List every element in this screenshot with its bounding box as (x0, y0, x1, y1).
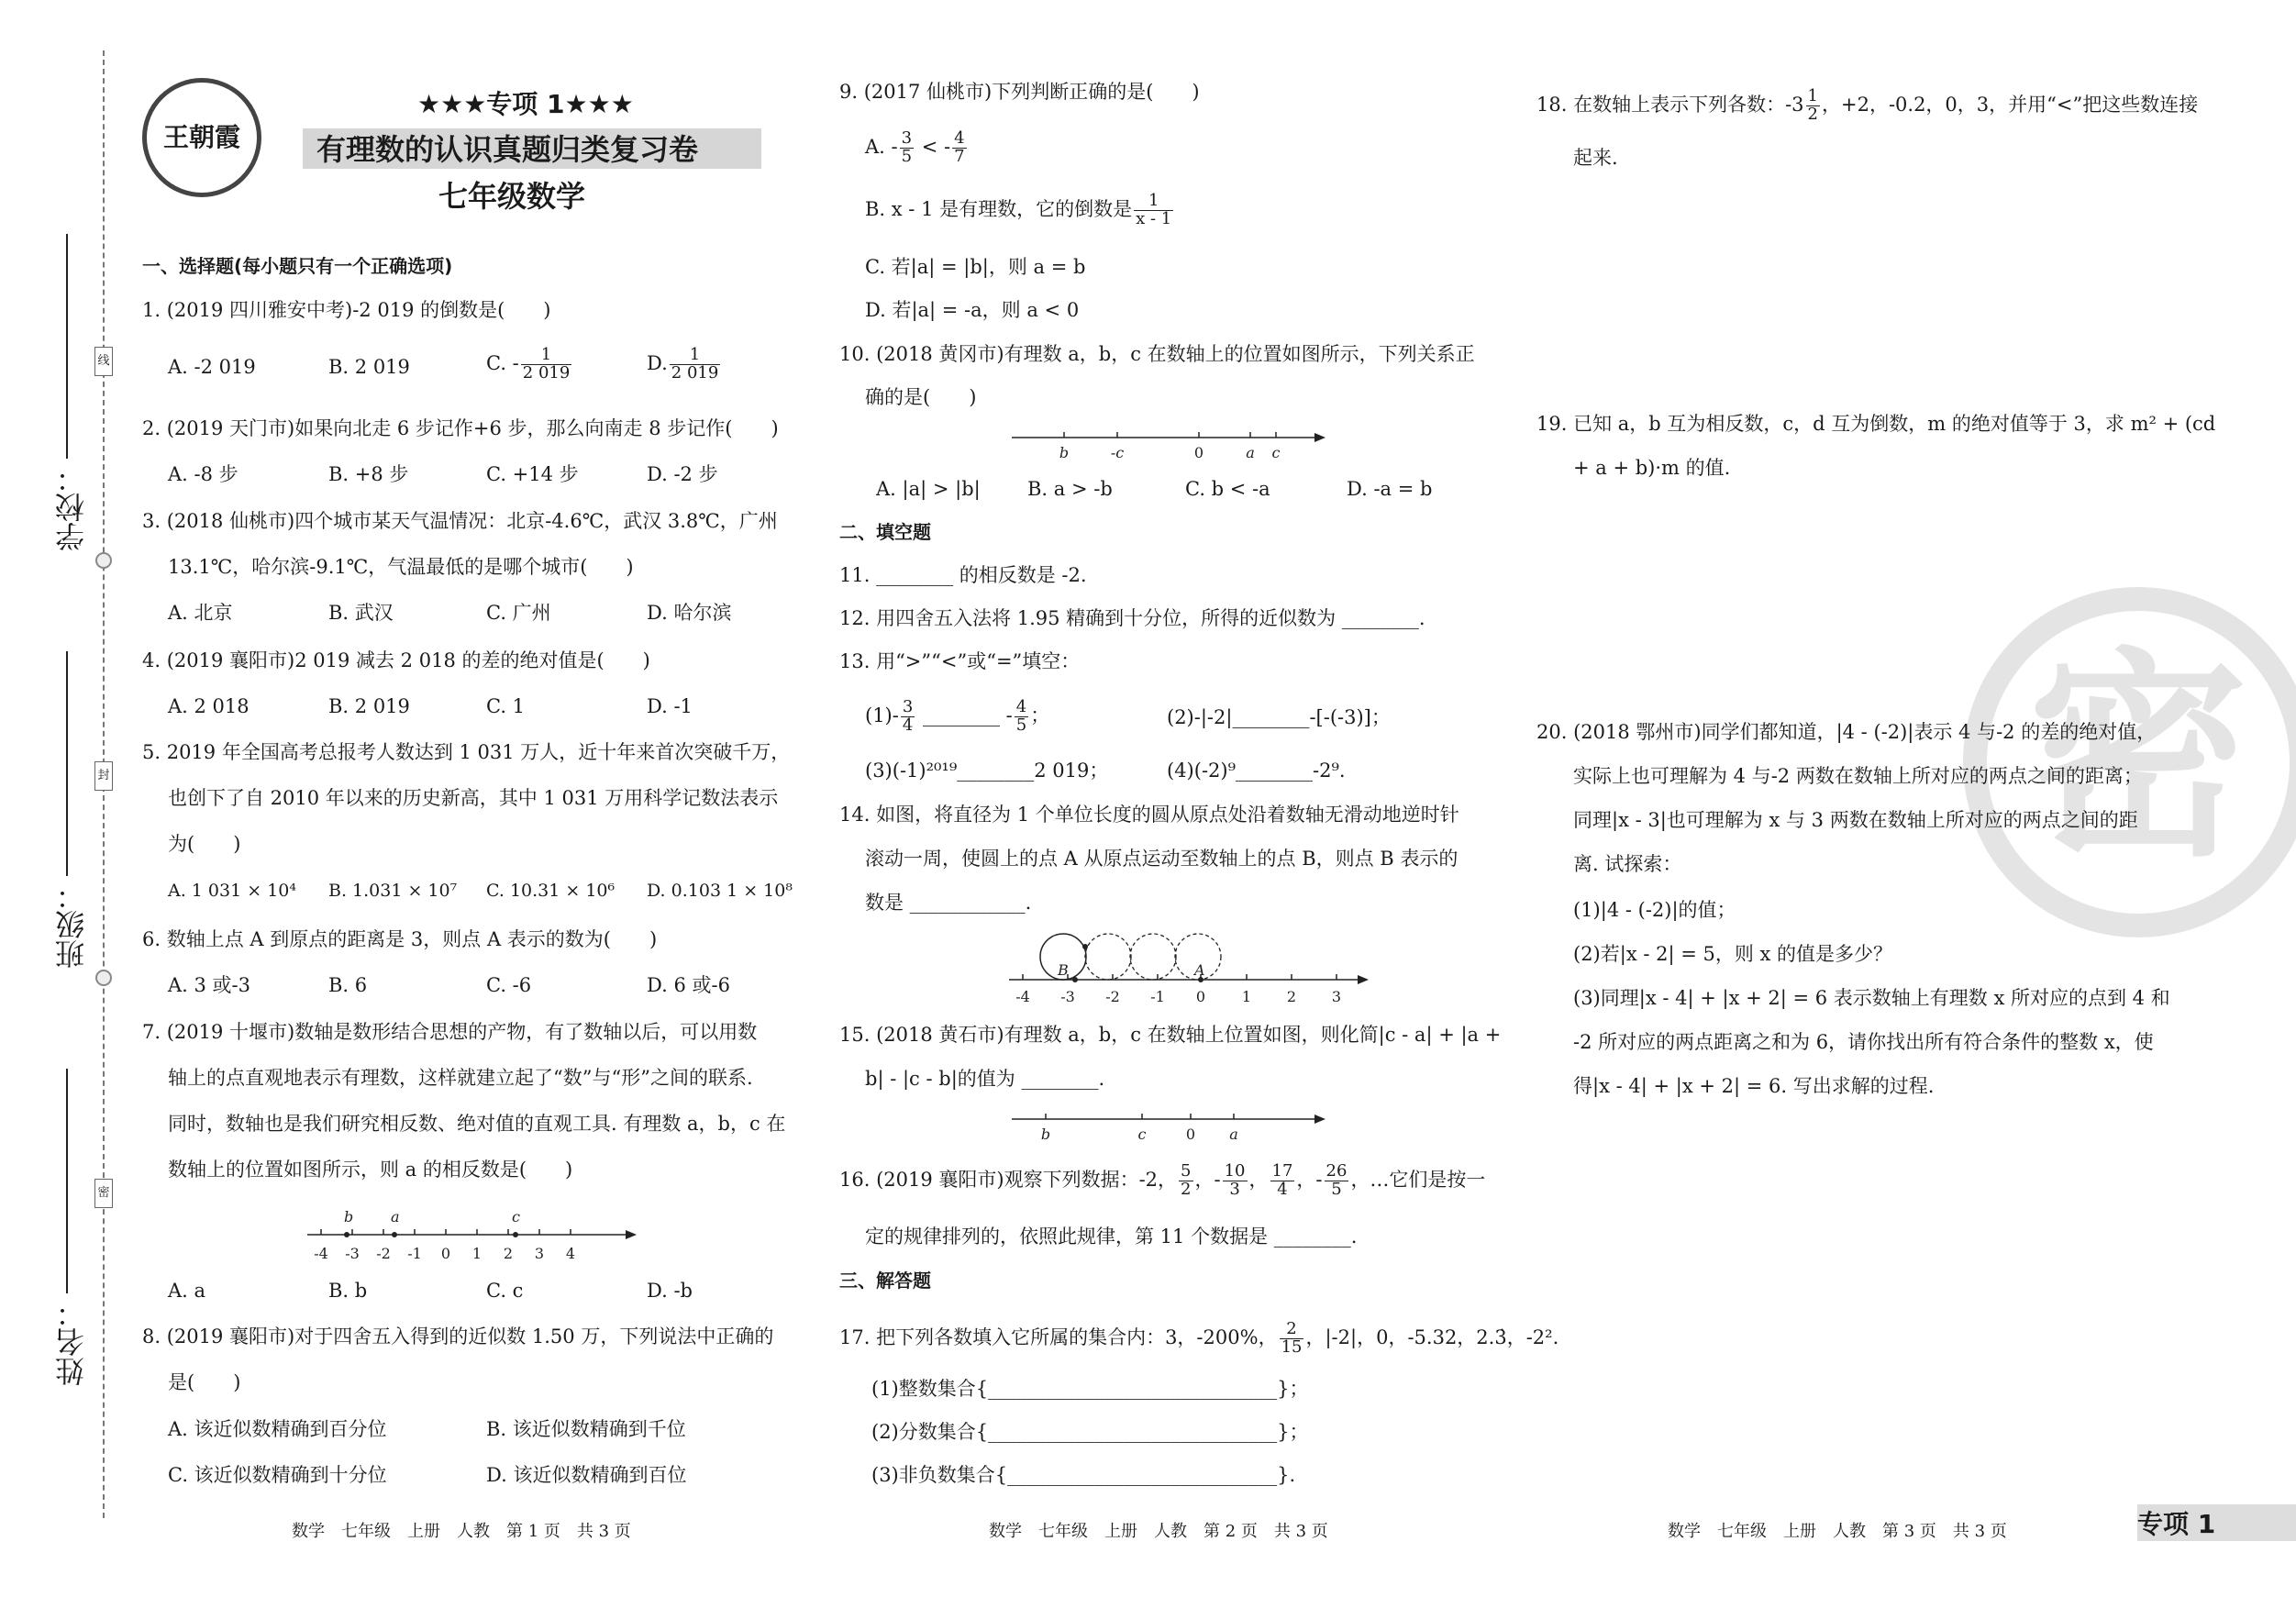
topic-badge: ★★★专项 1★★★ (417, 89, 634, 119)
q17-fraction-set[interactable]: (2)分数集合{______________________________}； (871, 1421, 1309, 1443)
page-subtitle: 七年级数学 (438, 179, 586, 214)
q9-option-d[interactable]: D. 若|a| = -a，则 a < 0 (865, 299, 1080, 321)
q2-option-b[interactable]: B. +8 步 (328, 463, 409, 485)
question-9: 9. (2017 仙桃市)下列判断正确的是( ) (839, 81, 1200, 103)
question-19-line1: 19. 已知 a，b 互为相反数，c，d 互为倒数，m 的绝对值等于 3，求 m² + (cd (1536, 413, 2216, 435)
q14-tick-label: 1 (1241, 988, 1252, 1005)
q15-point-b: b (1040, 1126, 1051, 1143)
q17-integer-set[interactable]: (1)整数集合{______________________________}； (871, 1378, 1309, 1400)
q7-tick-label: 4 (565, 1245, 576, 1262)
q14-tick-label: -4 (1015, 988, 1030, 1005)
q9-option-c[interactable]: C. 若|a| = |b|，则 a = b (865, 256, 1086, 278)
q7-option-a[interactable]: A. a (168, 1280, 206, 1302)
q7-tick-label: -1 (407, 1245, 422, 1262)
question-2: 2. (2019 天门市)如果向北走 6 步记作+6 步，那么向南走 8 步记作( ) (142, 417, 779, 439)
q1-option-b[interactable]: B. 2 019 (328, 356, 410, 378)
question-4: 4. (2019 襄阳市)2 019 减去 2 018 的差的绝对值是( ) (142, 649, 650, 671)
q15-number-line (1004, 1099, 1335, 1145)
section-heading-fill: 二、填空题 (839, 521, 931, 543)
binding-hole-icon (95, 970, 112, 986)
question-6: 6. 数轴上点 A 到原点的距离是 3，则点 A 表示的数为( ) (142, 928, 658, 950)
q14-point-a: A (1194, 961, 1205, 979)
question-12: 12. 用四舍五入法将 1.95 精确到十分位，所得的近似数为 ________. (839, 607, 1425, 629)
q2-option-a[interactable]: A. -8 步 (168, 463, 238, 485)
q3-option-c[interactable]: C. 广州 (486, 602, 551, 624)
question-20-line3: 同理|x - 3|也可理解为 x 与 3 两数在数轴上所对应的两点之间的距 (1573, 809, 2138, 831)
question-3-line2: 13.1℃，哈尔滨-9.1℃，气温最低的是哪个城市( ) (168, 556, 634, 578)
q4-option-c[interactable]: C. 1 (486, 695, 526, 717)
q7-point-c: c (512, 1208, 520, 1225)
q5-option-c[interactable]: C. 10.31 × 10⁶ (486, 881, 616, 901)
section-heading-solve: 三、解答题 (839, 1270, 931, 1292)
q20-part-3-line1: (3)同理|x - 4| + |x + 2| = 6 表示数轴上有理数 x 所对应的点到 4 和 (1573, 987, 2170, 1009)
q15-point-a: a (1229, 1126, 1238, 1143)
question-7-line2: 轴上的点直观地表示有理数，这样就建立起了“数”与“形”之间的联系. (168, 1067, 753, 1089)
q4-option-d[interactable]: D. -1 (647, 695, 693, 717)
question-5-line1: 5. 2019 年全国高考总报考人数达到 1 031 万人，近十年来首次突破千万， (142, 741, 791, 763)
question-19-line2: + a + b)·m 的值. (1573, 457, 1731, 479)
class-label: 班级： (54, 881, 89, 969)
seal-mark-secret: 密 (94, 1179, 113, 1208)
q15-point-c: c (1137, 1126, 1147, 1143)
seal-mark-seal: 封 (94, 761, 113, 791)
question-5-line2: 也创下了自 2010 年以来的历史新高，其中 1 031 万用科学记数法表示 (168, 787, 779, 809)
q10-option-b[interactable]: B. a > -b (1027, 478, 1113, 500)
q2-option-d[interactable]: D. -2 步 (647, 463, 718, 485)
question-18-line2: 起来. (1573, 147, 1618, 169)
q6-option-d[interactable]: D. 6 或-6 (647, 974, 730, 996)
q6-option-c[interactable]: C. -6 (486, 974, 532, 996)
q14-tick-label: 2 (1286, 988, 1297, 1005)
q7-tick-label: 0 (440, 1245, 451, 1262)
q2-option-c[interactable]: C. +14 步 (486, 463, 579, 485)
q7-option-d[interactable]: D. -b (647, 1280, 693, 1302)
q1-option-c[interactable]: C. - $\frac{1}{2 019}$ (486, 345, 571, 383)
q10-point-neg-c: -c (1110, 444, 1125, 461)
page-title: 有理数的认识真题归类复习卷 (316, 132, 699, 167)
name-input-line[interactable] (66, 1069, 68, 1293)
q8-option-d[interactable]: D. 该近似数精确到百位 (486, 1464, 687, 1486)
page-footer-3: 数学 七年级 上册 人教 第 3 页 共 3 页 (1668, 1522, 2007, 1541)
corner-topic-label: 专项 1 (2137, 1509, 2216, 1539)
q5-option-b[interactable]: B. 1.031 × 10⁷ (328, 881, 458, 901)
question-10-line1: 10. (2018 黄冈市)有理数 a，b，c 在数轴上的位置如图所示，下列关系正 (839, 343, 1475, 365)
q1-option-a[interactable]: A. -2 019 (168, 356, 256, 378)
q13-part-2: (2)-|-2|________-[-(-3)]； (1167, 706, 1391, 728)
question-8-line1: 8. (2019 襄阳市)对于四舍五入得到的近似数 1.50 万，下列说法中正确的 (142, 1325, 774, 1347)
q14-tick-label: 3 (1331, 988, 1342, 1005)
q3-option-a[interactable]: A. 北京 (168, 602, 233, 624)
question-20-line1: 20. (2018 鄂州市)同学们都知道，|4 - (-2)|表示 4 与-2 的差的绝对值， (1536, 721, 2157, 743)
q20-part-3-line3: 得|x - 4| + |x + 2| = 6. 写出求解的过程. (1573, 1075, 1935, 1097)
question-10-line2: 确的是( ) (865, 386, 977, 408)
q7-tick-label: -3 (345, 1245, 360, 1262)
q14-tick-label: -3 (1060, 988, 1075, 1005)
q10-option-d[interactable]: D. -a = b (1347, 478, 1433, 500)
question-7-line3: 同时，数轴也是我们研究相反数、绝对值的直观工具. 有理数 a，b，c 在 (168, 1113, 786, 1135)
q14-tick-label: -1 (1150, 988, 1165, 1005)
q7-option-c[interactable]: C. c (486, 1280, 524, 1302)
question-15-line1: 15. (2018 黄石市)有理数 a，b，c 在数轴上位置如图，则化简|c - a| + |a + (839, 1024, 1502, 1046)
q10-number-line (1004, 417, 1335, 463)
q20-part-3-line2: -2 所对应的两点距离之和为 6，请你找出所有符合条件的整数 x，使 (1573, 1031, 2154, 1053)
q13-part-4: (4)(-2)⁹________-2⁹. (1167, 760, 1346, 782)
q9-option-b[interactable]: B. x - 1 是有理数，它的倒数是 $\frac{1}{x - 1}$ (865, 191, 1172, 228)
q6-option-b[interactable]: B. 6 (328, 974, 368, 996)
q8-option-b[interactable]: B. 该近似数精确到千位 (486, 1418, 686, 1440)
question-1: 1. (2019 四川雅安中考)-2 019 的倒数是( ) (142, 299, 551, 321)
q10-point-c: c (1271, 444, 1281, 461)
question-15-line2: b| - |c - b|的值为 ________. (865, 1068, 1105, 1090)
secret-watermark: 密 (1963, 587, 2296, 937)
q7-point-b: b (344, 1208, 354, 1225)
q3-option-d[interactable]: D. 哈尔滨 (647, 602, 732, 624)
question-13: 13. 用“>”“<”或“=”填空： (839, 650, 1081, 672)
q4-option-b[interactable]: B. 2 019 (328, 695, 410, 717)
q20-part-1: (1)|4 - (-2)|的值； (1573, 899, 1736, 921)
q3-option-b[interactable]: B. 武汉 (328, 602, 394, 624)
q8-option-a[interactable]: A. 该近似数精确到百分位 (168, 1418, 387, 1440)
school-input-line[interactable] (66, 234, 68, 459)
binding-hole-icon (95, 552, 112, 569)
question-17: 17. 把下列各数填入它所属的集合内：3，-200%， $\frac{2}{15}$ ，|-2|，0，-5.32，2.3̇，-2². (839, 1319, 1559, 1357)
q20-part-2: (2)若|x - 2| = 5，则 x 的值是多少？ (1573, 943, 1893, 965)
class-input-line[interactable] (66, 651, 68, 876)
seal-mark-line: 线 (94, 347, 113, 376)
q7-tick-label: 1 (471, 1245, 482, 1262)
question-18-line1: 18. 在数轴上表示下列各数：-3 $\frac{1}{2}$ ，+2，-0.2，0，3，并用“<”把这些数连接 (1536, 86, 2199, 124)
q14-tick-label: -2 (1105, 988, 1120, 1005)
q7-tick-label: 2 (503, 1245, 514, 1262)
q9-option-a[interactable]: A. - $\frac{3}{5}$ < - $\frac{4}{7}$ (865, 128, 965, 166)
page-footer-1: 数学 七年级 上册 人教 第 1 页 共 3 页 (292, 1522, 631, 1541)
question-14-line2: 滚动一周，使圆上的点 A 从原点运动至数轴上的点 B，则点 B 表示的 (865, 848, 1459, 870)
q10-point-b: b (1059, 444, 1070, 461)
q14-tick-label: 0 (1195, 988, 1206, 1005)
q14-rolling-circle-figure (1004, 926, 1371, 1018)
page-footer-2: 数学 七年级 上册 人教 第 2 页 共 3 页 (989, 1522, 1328, 1541)
section-heading-choice: 一、选择题(每小题只有一个正确选项) (142, 255, 453, 277)
school-label: 学校： (54, 463, 89, 551)
brand-logo: 王朝霞 (142, 78, 261, 197)
q7-point-a: a (391, 1208, 400, 1225)
q17-nonnegative-set[interactable]: (3)非负数集合{____________________________}. (871, 1464, 1296, 1486)
question-3-line1: 3. (2018 仙桃市)四个城市某天气温情况：北京-4.6℃，武汉 3.8℃，广州 (142, 510, 778, 532)
question-16-line1: 16. (2019 襄阳市)观察下列数据：-2， $\frac{5}{2}$ ，- $\frac{10}{3}$ ， $\frac{17}{4}$ ，- $\frac{26}{5}$ ，…它们是按一 (839, 1161, 1486, 1199)
q10-option-c[interactable]: C. b < -a (1185, 478, 1270, 500)
q4-option-a[interactable]: A. 2 018 (168, 695, 250, 717)
q10-point-a: a (1246, 444, 1255, 461)
q13-part-3: (3)(-1)²⁰¹⁹________2 019； (865, 760, 1109, 782)
name-label: 姓名： (54, 1298, 89, 1386)
q10-point-zero: 0 (1193, 444, 1204, 461)
q5-option-d[interactable]: D. 0.103 1 × 10⁸ (647, 881, 793, 901)
q13-part-1: (1)- $\frac{3}{4}$ ________ - $\frac{4}{5}$ ； (865, 697, 1050, 735)
question-7-line4: 数轴上的位置如图所示，则 a 的相反数是( ) (168, 1159, 573, 1181)
q7-option-b[interactable]: B. b (328, 1280, 368, 1302)
question-14-line3: 数是 ____________. (865, 892, 1032, 914)
q7-tick-label: 3 (534, 1245, 545, 1262)
question-16-line2: 定的规律排列的，依照此规律，第 11 个数据是 ________. (865, 1225, 1358, 1248)
q8-option-c[interactable]: C. 该近似数精确到十分位 (168, 1464, 387, 1486)
question-8-line2: 是( ) (168, 1371, 241, 1393)
q7-tick-label: -2 (376, 1245, 391, 1262)
question-14-line1: 14. 如图，将直径为 1 个单位长度的圆从原点处沿着数轴无滑动地逆时针 (839, 804, 1459, 826)
q7-tick-label: -4 (314, 1245, 328, 1262)
question-20-line4: 离. 试探索： (1573, 853, 1682, 875)
question-11: 11. ________ 的相反数是 -2. (839, 564, 1087, 586)
q7-number-line (303, 1202, 642, 1275)
q15-point-zero: 0 (1185, 1126, 1196, 1143)
q1-option-d[interactable]: D. $\frac{1}{2 019}$ (647, 345, 719, 383)
question-5-line3: 为( ) (168, 833, 241, 855)
question-20-line2: 实际上也可理解为 4 与-2 两数在数轴上所对应的两点之间的距离； (1573, 765, 2143, 787)
q14-point-b: B (1058, 961, 1069, 979)
q6-option-a[interactable]: A. 3 或-3 (168, 974, 251, 996)
q5-option-a[interactable]: A. 1 031 × 10⁴ (168, 881, 296, 901)
q10-option-a[interactable]: A. |a| > |b| (876, 478, 981, 500)
question-7-line1: 7. (2019 十堰市)数轴是数形结合思想的产物，有了数轴以后，可以用数 (142, 1021, 758, 1043)
